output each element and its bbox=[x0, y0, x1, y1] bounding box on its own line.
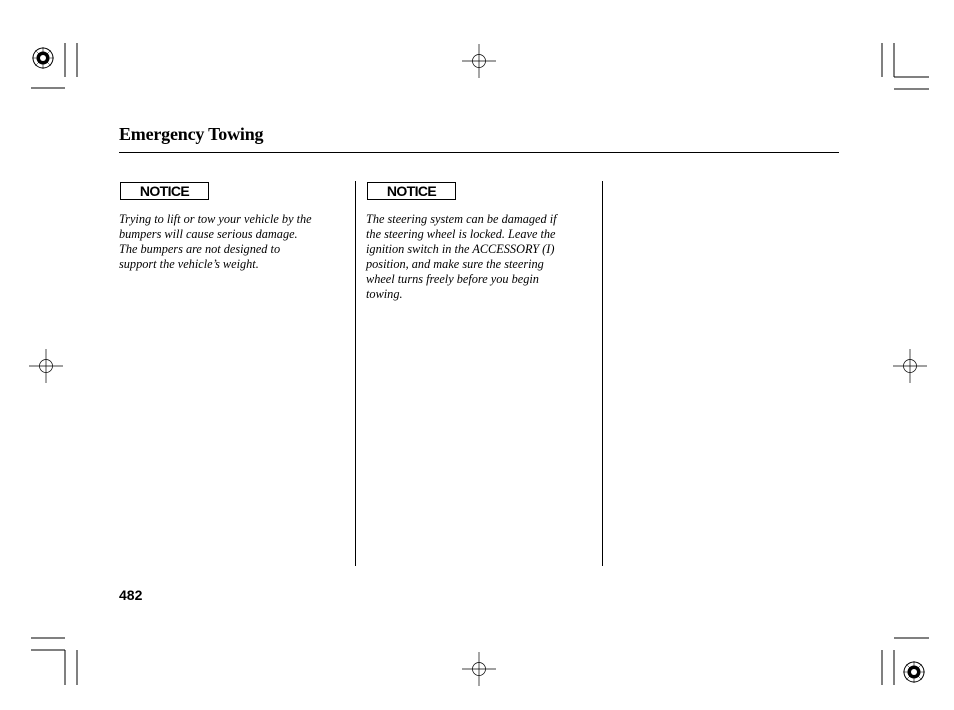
text-line: wheel turns freely before you begin bbox=[366, 272, 539, 286]
column-divider-left bbox=[355, 181, 356, 566]
page-number: 482 bbox=[119, 587, 143, 603]
crosshair-middle-left bbox=[29, 349, 63, 383]
notice-text-steering bbox=[366, 212, 557, 302]
text-line: bumpers will cause serious damage. bbox=[119, 227, 298, 241]
text-line: position, and make sure the steering bbox=[366, 257, 544, 271]
notice-badge: NOTICE bbox=[120, 182, 209, 200]
page-title: Emergency Towing bbox=[119, 124, 264, 144]
text-line: Trying to lift or tow your vehicle by the bbox=[119, 212, 312, 226]
title-divider bbox=[119, 152, 839, 153]
text-line: support the vehicle’s weight. bbox=[119, 257, 259, 271]
registration-target-top-left bbox=[32, 47, 54, 69]
notice-badge: NOTICE bbox=[367, 182, 456, 200]
crosshair-top-center bbox=[462, 44, 496, 78]
crosshair-bottom-center bbox=[462, 652, 496, 686]
registration-target-bottom-right bbox=[903, 661, 925, 683]
crosshair-middle-right bbox=[893, 349, 927, 383]
text-line: the steering wheel is locked. Leave the bbox=[366, 227, 556, 241]
text-line: The steering system can be damaged if bbox=[366, 212, 557, 226]
notice-text-bumpers bbox=[119, 212, 312, 272]
text-line: towing. bbox=[366, 287, 403, 301]
column-divider-right bbox=[602, 181, 603, 566]
text-line: ignition switch in the ACCESSORY (I) bbox=[366, 242, 555, 256]
text-line: The bumpers are not designed to bbox=[119, 242, 281, 256]
